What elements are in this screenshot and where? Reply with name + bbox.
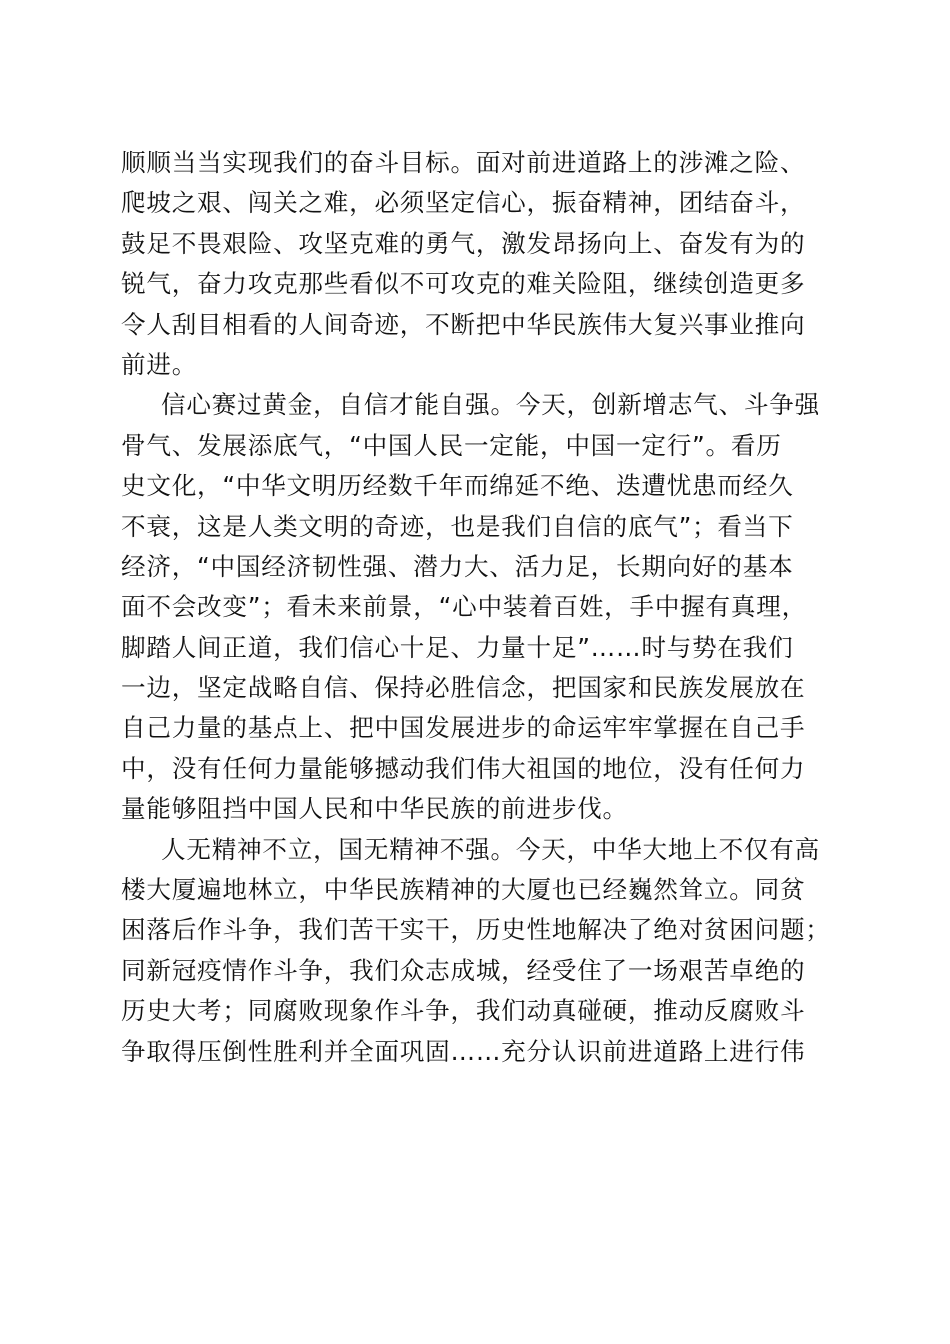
paragraph-2 <box>121 385 831 829</box>
text-line: 自己力量的基点上、把中国发展进步的命运牢牢掌握在自己手 <box>121 713 806 743</box>
body-text <box>121 143 831 1072</box>
text-line-first: 信心赛过黄金，自信才能自强。今天，创新增志气、斗争强 <box>161 390 820 420</box>
text-line: 同新冠疫情作斗争，我们众志成城，经受住了一场艰苦卓绝的 <box>121 955 806 985</box>
text-line: 历史大考；同腐败现象作斗争，我们动真碰硬，推动反腐败斗 <box>121 996 806 1026</box>
text-line: 不衰，这是人类文明的奇迹，也是我们自信的底气”；看当下 <box>121 511 794 541</box>
paragraph-3 <box>121 830 831 1072</box>
text-line: 量能够阻挡中国人民和中华民族的前进步伐。 <box>121 794 628 824</box>
text-line: 楼大厦遍地林立，中华民族精神的大厦也已经巍然耸立。同贫 <box>121 875 806 905</box>
text-line: 困落后作斗争，我们苦干实干，历史性地解决了绝对贫困问题； <box>121 915 831 945</box>
text-line: 锐气，奋力攻克那些看似不可攻克的难关险阻，继续创造更多 <box>121 269 806 299</box>
text-line-first: 人无精神不立，国无精神不强。今天，中华大地上不仅有高 <box>161 834 820 864</box>
text-line: 令人刮目相看的人间奇迹，不断把中华民族伟大复兴事业推向 <box>121 309 806 339</box>
text-line: 骨气、发展添底气，“中国人民一定能，中国一定行”。看历 <box>121 430 782 460</box>
text-line: 前进。 <box>121 349 198 379</box>
text-line: 经济，“中国经济韧性强、潜力大、活力足，长期向好的基本 <box>121 551 794 581</box>
text-line: 史文化，“中华文明历经数千年而绵延不绝、迭遭忧患而经久 <box>121 471 794 501</box>
text-line: 爬坡之艰、闯关之难，必须坚定信心，振奋精神，团结奋斗， <box>121 188 806 218</box>
text-line: 争取得压倒性胜利并全面巩固……充分认识前进道路上进行伟 <box>121 1036 806 1066</box>
text-line: 鼓足不畏艰险、攻坚克难的勇气，激发昂扬向上、奋发有为的 <box>121 228 806 258</box>
text-line: 脚踏人间正道，我们信心十足、力量十足”……时与势在我们 <box>121 632 794 662</box>
paragraph-1 <box>121 143 831 385</box>
text-line: 一边，坚定战略自信、保持必胜信念，把国家和民族发展放在 <box>121 673 806 703</box>
text-line: 中，没有任何力量能够撼动我们伟大祖国的地位，没有任何力 <box>121 753 806 783</box>
text-line: 顺顺当当实现我们的奋斗目标。面对前进道路上的涉滩之险、 <box>121 148 806 177</box>
text-line: 面不会改变”；看未来前景，“心中装着百姓，手中握有真理， <box>121 592 807 622</box>
